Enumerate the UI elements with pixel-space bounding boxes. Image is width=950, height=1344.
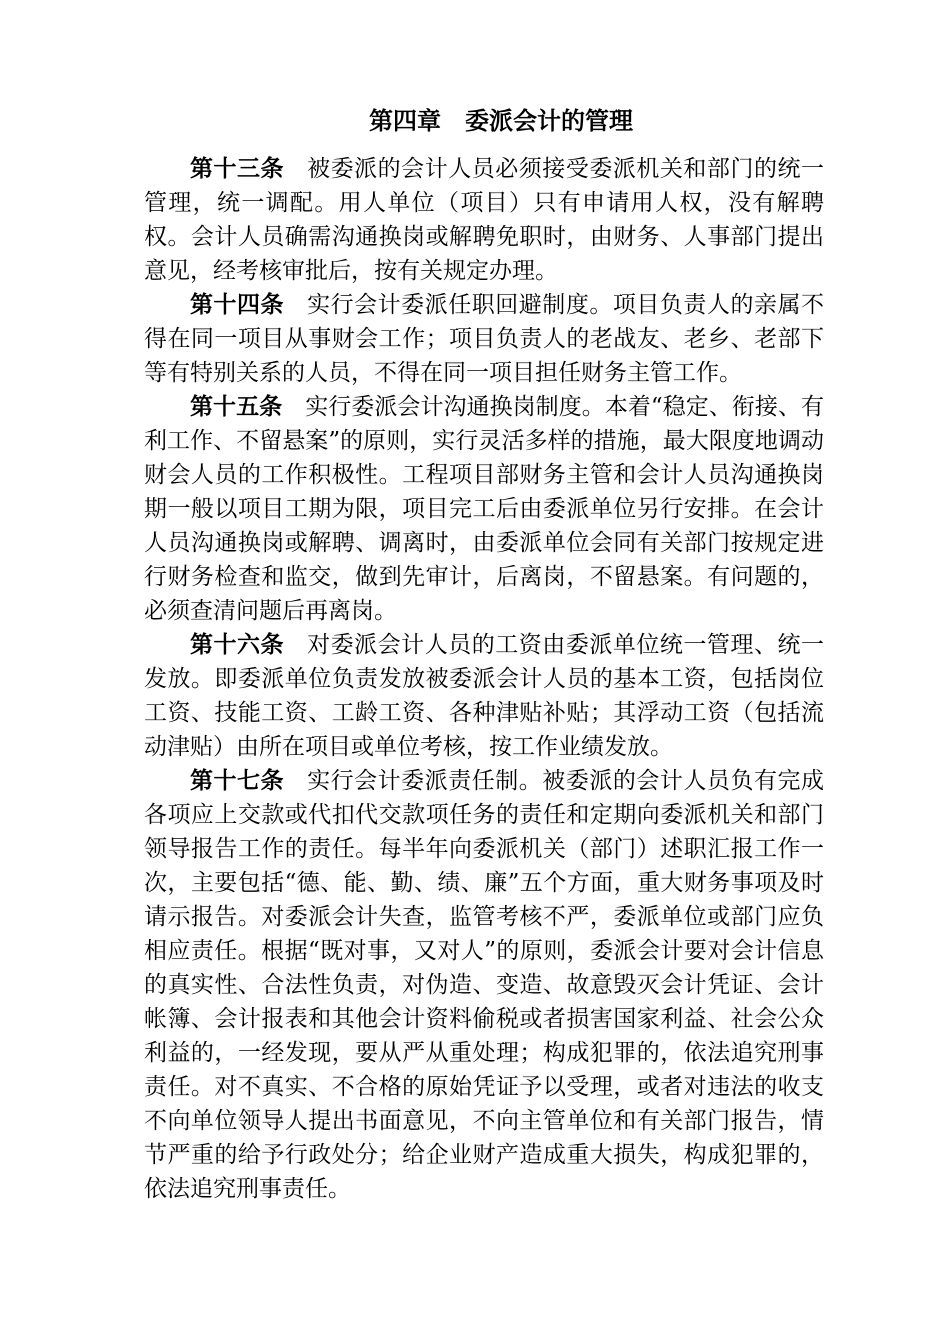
article-label: 第十六条 [190, 631, 285, 658]
article-16 [144, 628, 824, 764]
article-label: 第十四条 [190, 291, 285, 318]
article-15 [144, 390, 824, 628]
article-14 [144, 288, 824, 390]
document-body [144, 152, 824, 1206]
article-text: 被委派的会计人员必须接受委派机关和部门的统一管理，统一调配。用人单位（项目）只有申请用人权，没有解聘权。会计人员确需沟通换岗或解聘免职时，由财务、人事部门提出意见，经考核审批后，按有关规定办理。 [144, 156, 825, 284]
article-text: 实行会计委派任职回避制度。项目负责人的亲属不得在同一项目从事财会工作；项目负责人的老战友、老乡、老部下等有特别关系的人员，不得在同一项目担任财务主管工作。 [144, 292, 825, 386]
article-13 [144, 152, 824, 288]
article-label: 第十三条 [190, 155, 285, 182]
article-text: 实行会计委派责任制。被委派的会计人员负有完成各项应上交款或代扣代交款项任务的责任和定期向委派机关和部门领导报告工作的责任。每半年向委派机关（部门）述职汇报工作一次，主要包括“德、能、勤、绩、廉”五个方面，重大财务事项及时请示报告。对委派会计失查，监管考核不严，委派单位或部门应负相应责任。根据“既对事，又对人”的原则，委派会计要对会计信息的真实性、合法性负责，对伪造、变造、故意毁灭会计凭证、会计帐簿、会计报表和其他会计资料偷税或者损害国家利益、社会公众利益的，一经发现，要从严从重处理；构成犯罪的，依法追究刑事责任。对不真实、不合格的原始凭证予以受理，或者对违法的收支不向单位领导人提出书面意见，不向主管单位和有关部门报告，情节严重的给予行政处分；给企业财产造成重大损失，构成犯罪的，依法追究刑事责任。 [144, 768, 825, 1202]
article-label: 第十五条 [190, 393, 283, 420]
article-label: 第十七条 [190, 767, 285, 794]
chapter-title: 第四章 委派会计的管理 [369, 106, 633, 135]
article-17 [144, 764, 824, 1206]
article-text: 对委派会计人员的工资由委派单位统一管理、统一发放。即委派单位负责发放被委派会计人员的基本工资，包括岗位工资、技能工资、工龄工资、各种津贴补贴；其浮动工资（包括流动津贴）由所在项目或单位考核，按工作业绩发放。 [144, 632, 825, 760]
article-text: 实行委派会计沟通换岗制度。本着“稳定、衔接、有利工作、不留悬案”的原则，实行灵活多样的措施，最大限度地调动财会人员的工作积极性。工程项目部财务主管和会计人员沟通换岗期一般以项目工期为限，项目完工后由委派单位另行安排。在会计人员沟通换岗或解聘、调离时，由委派单位会同有关部门按规定进行财务检查和监交，做到先审计，后离岗，不留悬案。有问题的，必须查清问题后再离岗。 [144, 394, 825, 624]
